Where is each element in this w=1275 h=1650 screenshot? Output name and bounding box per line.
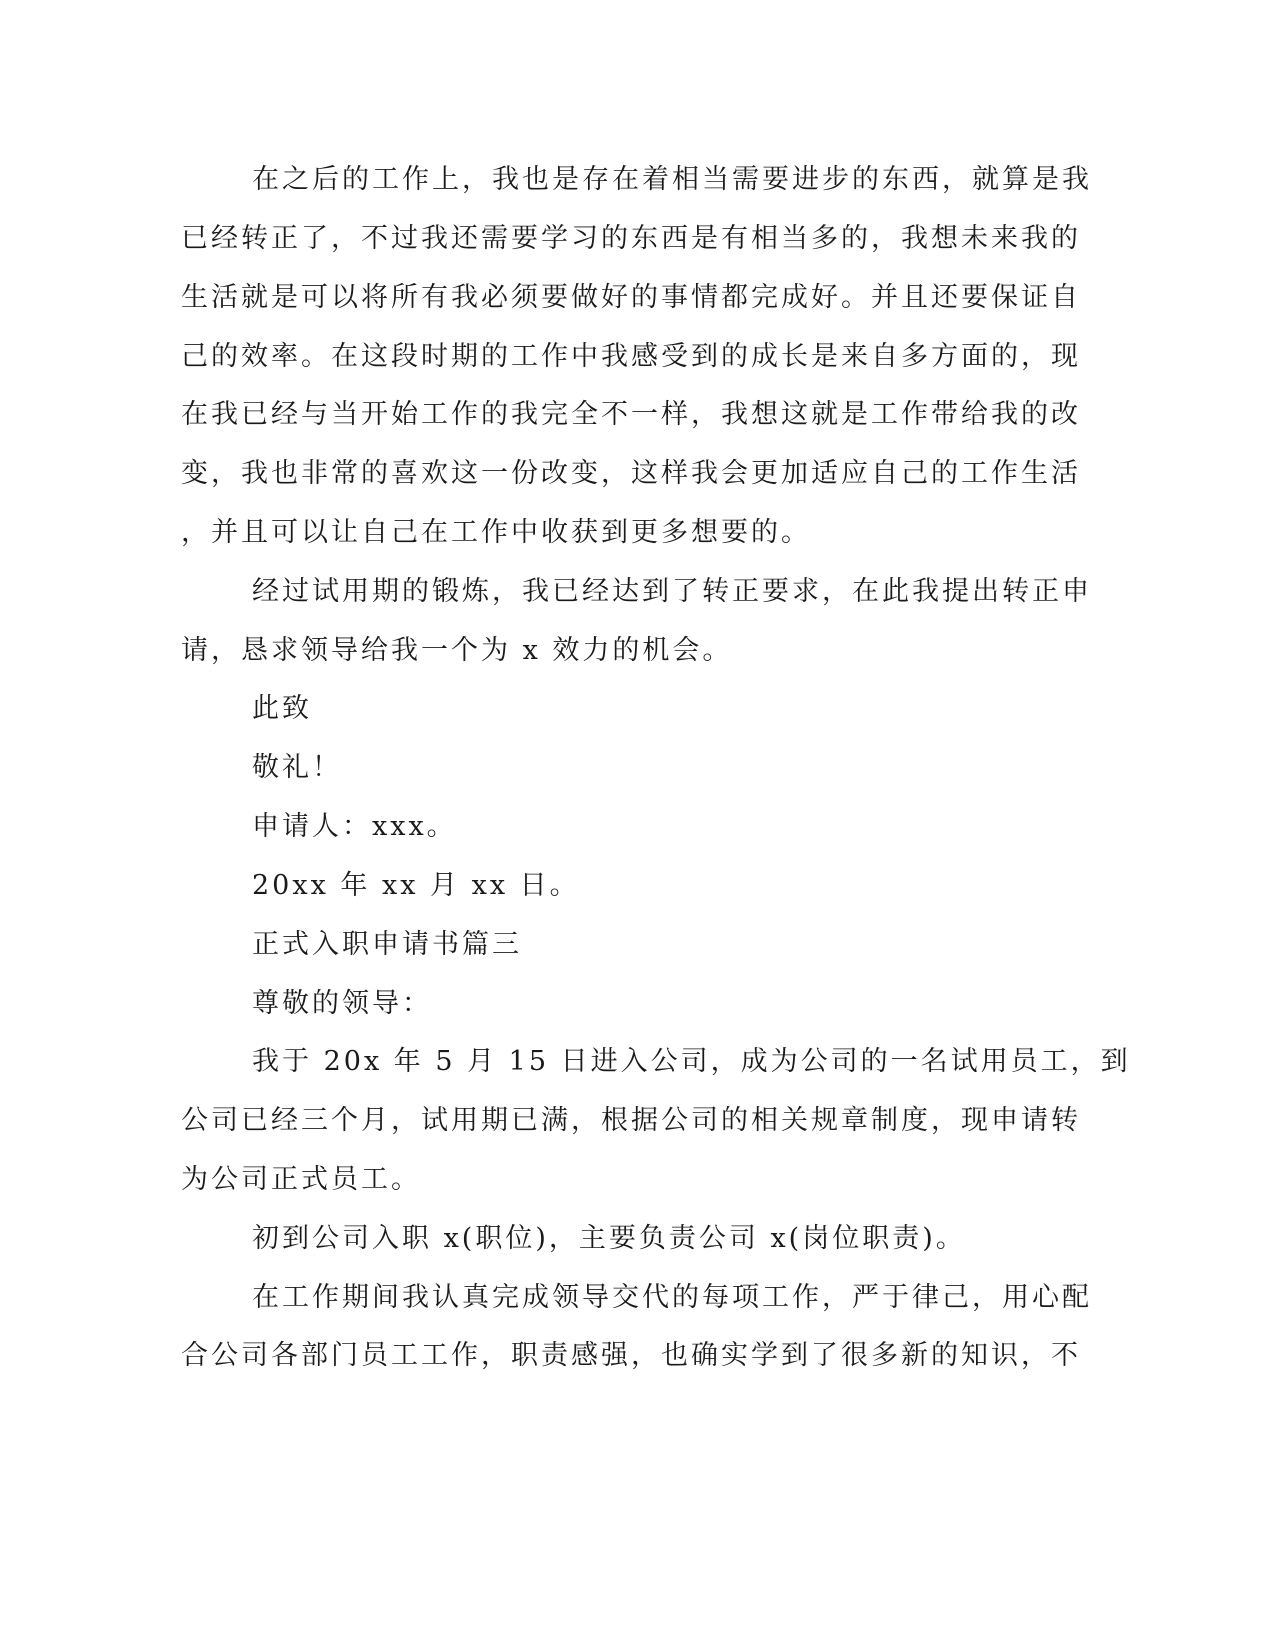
text-line: 经过试用期的锻炼，我已经达到了转正要求，在此我提出转正申 — [252, 576, 1092, 607]
text-line: 为公司正式员工。 — [181, 1164, 421, 1195]
text-line: 己的效率。在这段时期的工作中我感受到的成长是来自多方面的，现 — [181, 341, 1081, 372]
applicant-line: 申请人：xxx。 — [252, 811, 457, 842]
salutation-line: 敬礼！ — [252, 752, 342, 783]
text-line: 在工作期间我认真完成领导交代的每项工作，严于律己，用心配 — [252, 1282, 1092, 1313]
text-line: 公司已经三个月，试用期已满，根据公司的相关规章制度，现申请转 — [181, 1105, 1081, 1136]
text-line: 初到公司入职 x(职位)，主要负责公司 x(岗位职责)。 — [252, 1223, 966, 1254]
text-line: 请，恳求领导给我一个为 x 效力的机会。 — [181, 635, 733, 666]
text-line: ，并且可以让自己在工作中收获到更多想要的。 — [181, 517, 811, 548]
text-line: 变，我也非常的喜欢这一份改变，这样我会更加适应自己的工作生活 — [181, 458, 1081, 489]
text-line: 生活就是可以将所有我必须要做好的事情都完成好。并且还要保证自 — [181, 282, 1081, 313]
text-line: 合公司各部门员工工作，职责感强，也确实学到了很多新的知识，不 — [181, 1340, 1081, 1371]
date-line: 20xx 年 xx 月 xx 日。 — [252, 870, 580, 901]
text-line: 在我已经与当开始工作的我完全不一样，我想这就是工作带给我的改 — [181, 399, 1081, 430]
greeting-line: 尊敬的领导： — [252, 988, 432, 1019]
section-title: 正式入职申请书篇三 — [252, 929, 522, 960]
closing-line: 此致 — [252, 693, 312, 724]
text-line: 我于 20x 年 5 月 15 日进入公司，成为公司的一名试用员工，到 — [252, 1046, 1131, 1077]
text-line: 在之后的工作上，我也是存在着相当需要进步的东西，就算是我 — [252, 164, 1092, 195]
text-line: 已经转正了，不过我还需要学习的东西是有相当多的，我想未来我的 — [181, 223, 1081, 254]
